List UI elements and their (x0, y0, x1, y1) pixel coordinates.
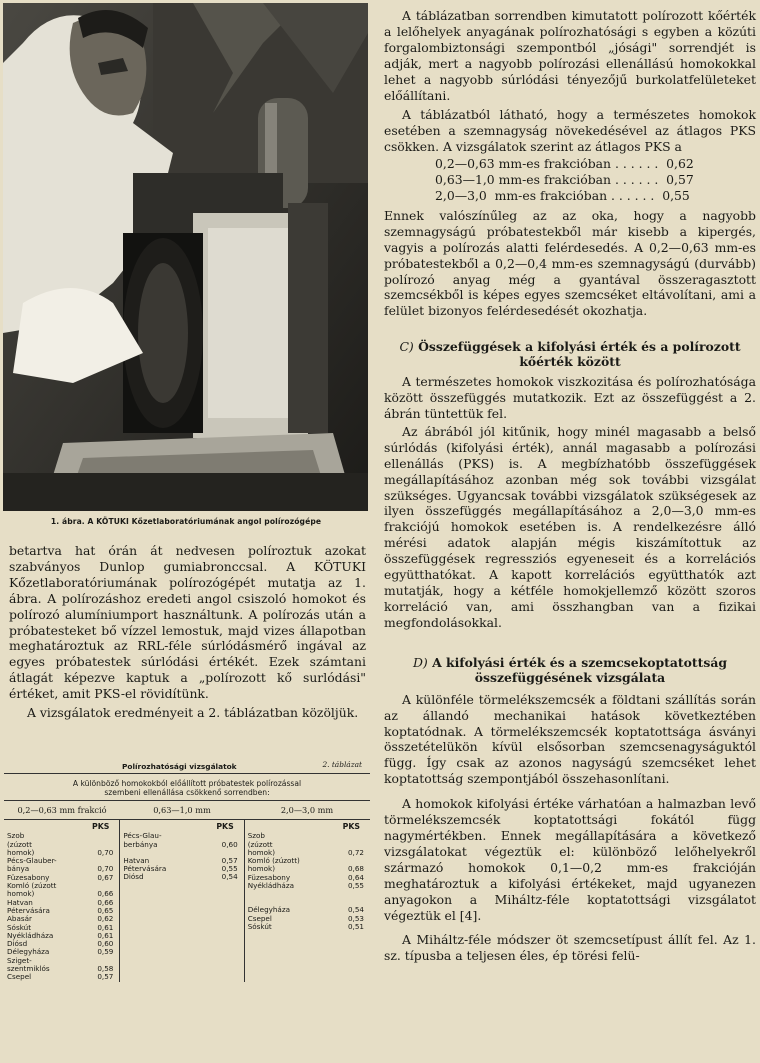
pks-value: 0,66 (97, 897, 114, 907)
paragraph: A táblázatból látható, hogy a természetes homokok esetében a szemnagyság növekedésével az átlagos PKS csökken. A vizsgálatok szerint az átlagos PKS a (384, 107, 756, 155)
paragraph: A természetes homokok viszkozitása és polírozhatósága között összefüggés mutatkozik. Ezt az összefüggést a 2. ábrán tüntettük fel. (384, 374, 756, 422)
paragraph: A Miháltz-féle módszer öt szemcsetípust állít fel. Az 1. sz. típusba a teljesen éles, ép törési felü- (384, 932, 756, 964)
site-name: Komló (zúzott (7, 881, 57, 891)
heading-letter: D) (412, 654, 428, 670)
site-name: szentmiklós (7, 964, 50, 974)
site-name: Hatvan (7, 897, 33, 907)
heading-letter: C) (399, 339, 414, 355)
pks-value: 0,57 (97, 972, 114, 982)
site-name: Nyékládháza (7, 930, 54, 940)
table-title: Polírozhatósági vizsgálatok (122, 762, 237, 771)
pks-value: 0,59 (97, 947, 114, 957)
fraction-label: 0,2—0,63 mm-es frakcióban . . . . . . (435, 156, 659, 172)
fraction-label: 0,63—1,0 mm-es frakcióban . . . . . . (435, 172, 659, 188)
site-name: Csepel (247, 913, 272, 923)
site-name: (zúzott (7, 839, 32, 849)
site-name: Pécs-Glauber- (7, 856, 57, 866)
pks-value: 0,55 (347, 881, 364, 891)
pks-value (342, 832, 364, 840)
heading-line: Összefüggések a kifolyási érték és a polírozott (418, 339, 741, 355)
pks-label: PKS (216, 822, 234, 831)
table-header (4, 801, 370, 820)
pks-label: PKS (91, 822, 110, 831)
table-row (4, 973, 119, 981)
table-number: 2. táblázat (322, 760, 362, 769)
site-name: Szob (7, 831, 25, 841)
site-name: Füzesabony (7, 872, 50, 882)
heading-line: kőérték között (519, 354, 621, 370)
pks-value: 0,67 (97, 872, 114, 882)
polishability-table (4, 760, 370, 982)
site-name: berbánya (123, 839, 158, 849)
paragraph: A homokok kifolyási értéke várhatóan a halmazban levő törmelékszemcsék koptatottsági fokától függ nagymértékben. Ennek megállapítására a következő vizsgálatokat végeztük el: különböző lelőhelyekről származó homokok 0,1—0,2 mm-es frakcióján meghatároztuk a kifolyási értékeket, majd ugyanezen anyagokon a Miháltz-féle koptatottsági vizsgálatot végeztük el [4]. (384, 796, 756, 923)
paragraph: betartva hat órán át nedvesen políroztuk azokat szabványos Dunlop gumiabronccsal. A KÖTUKI Kőzetlaboratóriumának polírozógépét mutatja az 1. ábra. A polírozáshoz eredeti angol csiszoló homokot és polírozó alumíniumport használtunk. A polírozás után a próbatesteket bő vízzel lemostuk, majd vizes állapotban meghatároztuk az RRL-féle súrlódásmérő ingával az egyes próbatestek súrlódási értékét. Ezek számtani átlagát képezve kaptuk a „polírozott kő surlódási" értéket, amit PKS-el rövidítünk. (9, 543, 366, 702)
fraction-row (384, 188, 756, 204)
site-name: Nyékládháza (247, 881, 295, 891)
paragraph: A különféle törmelékszemcsék a földtani szállítás során az állandó mechanikai hatások következtében koptatódnak. A törmelékszemcsék koptatottsága ásványi összetételükön kívül elsősorban szemcsenagyságuktól függ. Így csak az azonos nagyságú szemcséket lehet koptatottság szempontjából összehasonlítani. (384, 691, 756, 787)
pks-label: PKS (342, 822, 360, 831)
fraction-value: 0,57 (666, 172, 694, 188)
pks-value (91, 832, 113, 840)
site-name: Diósd (123, 872, 144, 882)
pks-value: 0,60 (221, 839, 238, 849)
site-name: Sziget- (7, 955, 32, 965)
pks-value: 0,51 (347, 921, 364, 931)
table-column-3 (244, 820, 370, 982)
site-name: homok) (7, 889, 35, 899)
paragraph: Ennek valószínűleg az az oka, hogy a nagyobb szemnagyságú próbatestekből már kisebb a kipergés, vagyis a polírozás alatti felérdesedés. A 0,2—0,63 mm-es próbatestekből a 0,2—0,4 mm-es szemnagyságú (durvább) polírozó anyag még a gyantával összeragasztott szemcsékből is képes egyes szemcséket eltávolítani, ami a felület bizonyos felérdesedését okozhatja. (384, 207, 756, 319)
figure-caption: 1. ábra. A KÖTUKI Kőzetlaboratóriumának angol polírozógépe (50, 517, 322, 526)
site-name: Pétervására (7, 905, 50, 915)
site-name: homok) (247, 864, 276, 874)
table-row (120, 873, 243, 881)
pks-value: 0,61 (97, 922, 114, 932)
right-column (384, 0, 756, 964)
table-description (4, 773, 370, 801)
site-name: Hatvan (123, 855, 150, 865)
site-name: Komló (zúzott) (247, 856, 300, 866)
column-header: 2,0—3,0 mm (280, 805, 334, 815)
column-header: 0,63—1,0 mm (153, 805, 211, 815)
pks-value: 0,60 (97, 939, 114, 949)
site-name: bánya (7, 864, 30, 874)
site-name: Délegyháza (7, 947, 50, 957)
pks-value: 0,70 (97, 847, 114, 857)
table-description-line: A különböző homokokból előállított próbatestek polírozással (72, 779, 302, 788)
table-description-line: szembeni ellenállása csökkenő sorrendben: (104, 788, 270, 797)
site-name: Sóskút (7, 922, 32, 932)
table-column-1 (4, 820, 119, 982)
site-name: Csepel (7, 972, 32, 982)
site-name: homok) (247, 847, 276, 857)
paragraph: A táblázatban sorrendben kimutatott polírozott kőérték a lelőhelyek anyagának polírozhatósági s egyben a közúti forgalombiztonsági szempontból „jósági" sorrendjét is adják, mert a nagyobb polírozási ellenállású homokokkal lehet a nagyobb súrlódási tényezőjű burkolatfelületeket előállítani. (384, 8, 756, 103)
site-name: Délegyháza (247, 905, 291, 915)
site-name: homok) (7, 847, 35, 857)
column-header: 0,2—0,63 mm frakció (17, 805, 107, 815)
table-column-2 (119, 820, 243, 982)
pks-value: 0,61 (97, 930, 114, 940)
fraction-row (384, 156, 756, 172)
site-name: Pétervására (123, 864, 167, 874)
pks-value: 0,65 (97, 905, 114, 915)
pks-value: 0,54 (221, 872, 238, 882)
fraction-value: 0,62 (666, 156, 694, 172)
paragraph: Az ábrából jól kitűnik, hogy minél magasabb a belső súrlódás (kifolyási érték), annál magasabb a polírozási ellenállás (PKS) is. A megbízhatóbb összefüggések megállapításához azonban még sok további vizsgálat szükséges. Ugyancsak további vizsgálatok szükségesek az ilyen összefüggés megállapításához a 2,0—3,0 mm-es frakciójú homokok esetében is. A rendelkezésre álló mérési adatok alapján mégis kiszámítottuk az összefüggések regressziós egyeneseit és a korrelációs együtthatókat. A kapott korrelációs együtthatók azt mutatják, hogy a kétféle homokjellemző között szoros korreláció van, ami összhangban van a fizikai megfondolásokkal. (384, 423, 756, 630)
pks-value: 0,53 (347, 913, 364, 923)
site-name: Abasár (7, 914, 32, 924)
pks-value: 0,72 (347, 847, 364, 857)
site-name: Szob (247, 831, 265, 841)
pks-value: 0,68 (347, 864, 364, 874)
site-name: Diósd (7, 939, 28, 949)
pks-value: 0,54 (347, 905, 364, 915)
fraction-list (384, 156, 756, 204)
heading-line: összefüggésének vizsgálata (474, 669, 666, 685)
site-name: (zúzott (247, 839, 273, 849)
paragraph: A vizsgálatok eredményeit a 2. táblázatban közöljük. (27, 705, 359, 721)
heading-line: A kifolyási érték és a szemcsekoptatottság (432, 654, 728, 670)
site-name: Sóskút (247, 921, 272, 931)
pks-value: 0,64 (347, 872, 364, 882)
table-row (245, 923, 370, 931)
table-row (120, 841, 243, 849)
site-name: Pécs-Glau- (123, 831, 162, 841)
pks-value: 0,66 (97, 889, 114, 899)
pks-value: 0,57 (221, 855, 238, 865)
fraction-row (384, 172, 756, 188)
pks-value: 0,70 (97, 864, 114, 874)
pks-value: 0,62 (97, 914, 114, 924)
left-body-text (9, 543, 366, 721)
polishing-machine-photo (3, 3, 368, 511)
table-row (245, 882, 370, 890)
fraction-label: 2,0—3,0 mm-es frakcióban . . . . . . (435, 187, 655, 203)
section-heading-c (384, 339, 756, 369)
site-name: Füzesabony (247, 872, 291, 882)
table-body (4, 820, 370, 982)
fraction-value: 0,55 (662, 187, 690, 203)
section-heading-d (384, 655, 756, 685)
pks-value: 0,55 (221, 864, 238, 874)
pks-value: 0,58 (97, 964, 114, 974)
